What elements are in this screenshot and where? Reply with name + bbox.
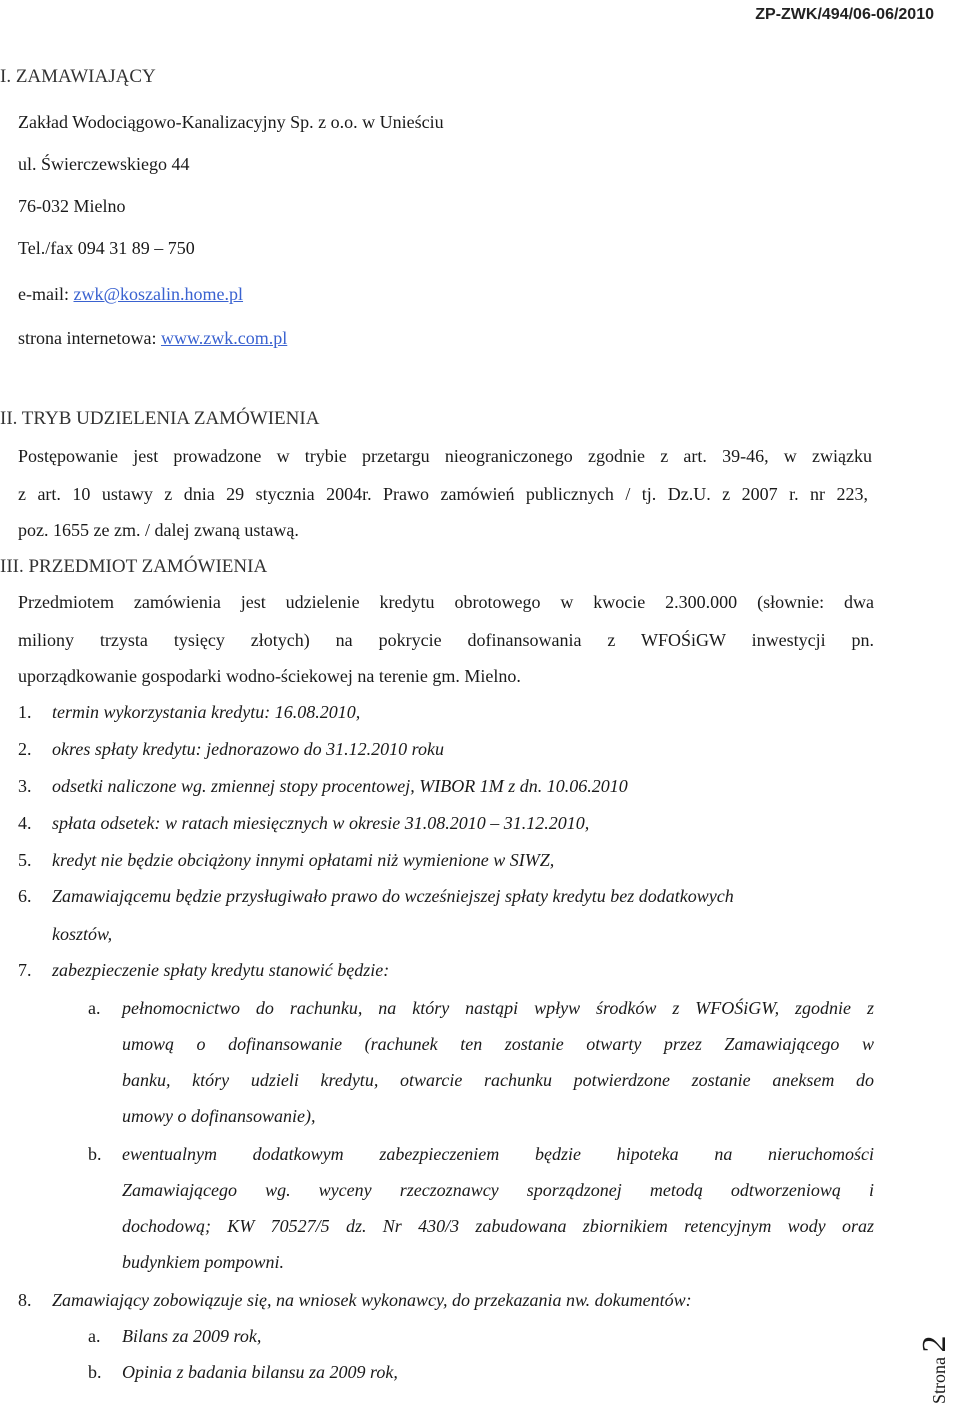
list-item-number: 6. — [18, 886, 32, 906]
list-item-number: 5. — [18, 850, 32, 870]
list-item-text: Zamawiającemu będzie przysługiwało prawo do wcześniejszej spłaty kredytu bez dodatkowych — [52, 886, 734, 906]
sub-item-line: dochodową; KW 70527/5 dz. Nr 430/3 zabudowana zbiornikiem retencyjnym wody oraz — [122, 1216, 874, 1236]
page-number: 2 — [916, 1335, 953, 1353]
sub-item-letter: a. — [88, 998, 101, 1018]
section-3-heading: III. PRZEDMIOT ZAMÓWIENIA — [0, 556, 268, 577]
company-name: Zakład Wodociągowo-Kanalizacyjny Sp. z o.o. w Unieściu — [18, 112, 444, 132]
sub-item-letter: b. — [88, 1144, 102, 1164]
section-3-para-line-3: uporządkowanie gospodarki wodno-ściekowej na terenie gm. Mielno. — [18, 666, 521, 686]
sub-item-line: umowy o dofinansowanie), — [122, 1106, 316, 1126]
list-item-text: odsetki naliczone wg. zmiennej stopy procentowej, WIBOR 1M z dn. 10.06.2010 — [52, 776, 628, 796]
list-item-number: 8. — [18, 1290, 32, 1310]
sub-item-line: Bilans za 2009 rok, — [122, 1326, 262, 1346]
sub-item-line: pełnomocnictwo do rachunku, na który nastąpi wpływ środków z WFOŚiGW, zgodnie z — [122, 998, 874, 1018]
website-line — [18, 328, 287, 349]
section-3-para-line-1: Przedmiotem zamówienia jest udzielenie kredytu obrotowego w kwocie 2.300.000 (słownie: dwa — [18, 592, 874, 612]
section-2-line-3: poz. 1655 ze zm. / dalej zwaną ustawą. — [18, 520, 299, 540]
list-item-text: spłata odsetek: w ratach miesięcznych w okresie 31.08.2010 – 31.12.2010, — [52, 813, 590, 833]
section-3-para-line-2: miliony trzysta tysięcy złotych) na pokrycie dofinansowania z WFOŚiGW inwestycji pn. — [18, 630, 874, 650]
sub-item-line: umową o dofinansowanie (rachunek ten zostanie otwarty przez Zamawiającego w — [122, 1034, 874, 1054]
list-item-text: termin wykorzystania kredytu: 16.08.2010, — [52, 702, 361, 722]
page-label: Strona — [929, 1352, 949, 1404]
list-item-text: okres spłaty kredytu: jednorazowo do 31.12.2010 roku — [52, 739, 444, 759]
page-footer — [916, 1294, 960, 1404]
email-link[interactable]: zwk@koszalin.home.pl — [73, 284, 244, 304]
section-2-heading: II. TRYB UDZIELENIA ZAMÓWIENIA — [0, 408, 320, 429]
website-label: strona internetowa: — [18, 328, 161, 348]
section-2-line-2: z art. 10 ustawy z dnia 29 stycznia 2004r. Prawo zamówień publicznych / tj. Dz.U. z 2007 r. nr 223, — [18, 484, 868, 504]
street-address: ul. Świerczewskiego 44 — [18, 154, 190, 174]
email-line — [18, 284, 243, 305]
sub-item-letter: b. — [88, 1362, 102, 1382]
list-item-number: 2. — [18, 739, 32, 759]
section-2-line-1: Postępowanie jest prowadzone w trybie przetargu nieograniczonego zgodnie z art. 39-46, w związku — [18, 446, 872, 466]
postal-city: 76-032 Mielno — [18, 196, 126, 216]
email-label: e-mail: — [18, 284, 74, 304]
sub-item-letter: a. — [88, 1326, 101, 1346]
sub-item-line: Opinia z badania bilansu za 2009 rok, — [122, 1362, 398, 1382]
list-item-number: 4. — [18, 813, 32, 833]
list-item-number: 7. — [18, 960, 32, 980]
sub-item-line: banku, który udzieli kredytu, otwarcie rachunku potwierdzone zostanie aneksem do — [122, 1070, 874, 1090]
list-item-text: zabezpieczenie spłaty kredytu stanowić będzie: — [52, 960, 390, 980]
list-item-number: 1. — [18, 702, 32, 722]
list-item-text-continued: kosztów, — [52, 924, 113, 944]
section-1-heading: I. ZAMAWIAJĄCY — [0, 66, 156, 87]
website-link[interactable]: www.zwk.com.pl — [160, 328, 288, 348]
sub-item-line: Zamawiającego wg. wyceny rzeczoznawcy sporządzonej metodą odtworzeniową i — [122, 1180, 874, 1200]
sub-item-line: budynkiem pompowni. — [122, 1252, 284, 1272]
document-code: ZP-ZWK/494/06-06/2010 — [755, 6, 934, 23]
list-item-text: Zamawiający zobowiązuje się, na wniosek wykonawcy, do przekazania nw. dokumentów: — [52, 1290, 692, 1310]
sub-item-line: ewentualnym dodatkowym zabezpieczeniem będzie hipoteka na nieruchomości — [122, 1144, 874, 1164]
list-item-text: kredyt nie będzie obciążony innymi opłatami niż wymienione w SIWZ, — [52, 850, 555, 870]
list-item-number: 3. — [18, 776, 32, 796]
phone-fax: Tel./fax 094 31 89 – 750 — [18, 238, 195, 258]
